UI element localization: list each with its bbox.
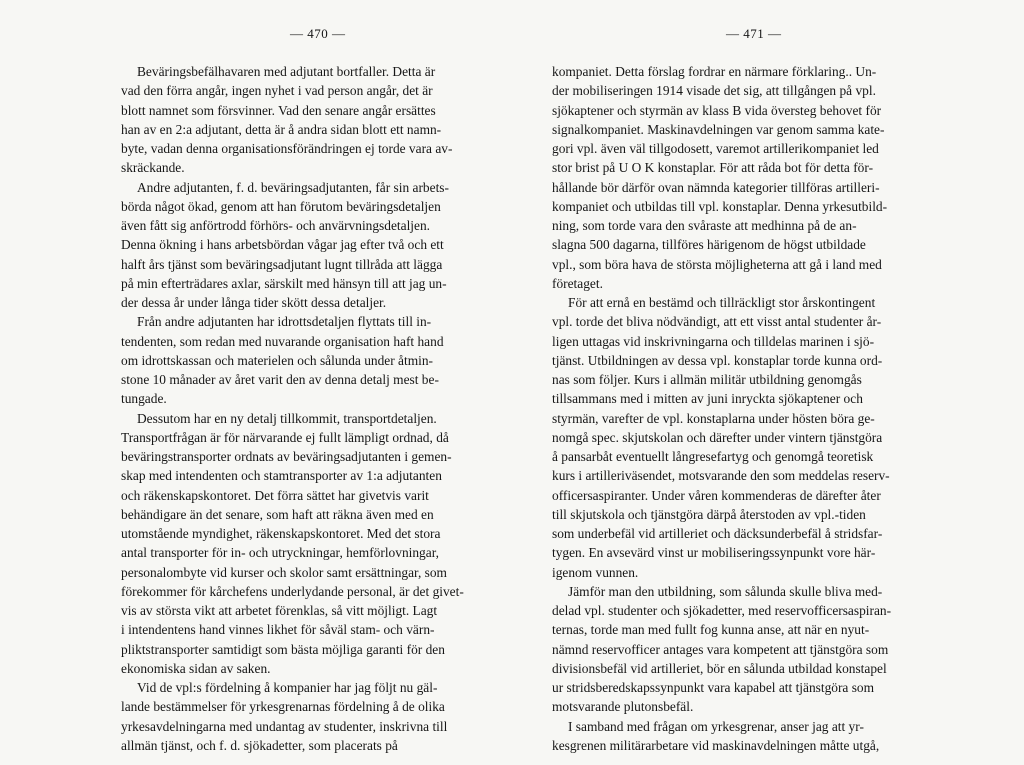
text-line: även fått sig anförtrodd förhörs- och anvärvningsdetaljen. (121, 218, 430, 233)
text-line: ur stridsberedskapssynpunkt vara kapabel att tjänstgöra som (552, 680, 875, 695)
text-line: behändigare än det senare, som haft att räkna även med en (121, 506, 434, 522)
text-line: der mobiliseringen 1914 visade det sig, att tillgången på vpl. (552, 83, 876, 99)
text-line: vis av största vikt att arbetet förenklas, så vitt möjligt. Lagt (121, 603, 438, 618)
text-line: personalombyte vid kurser och skolor samt ersättningar, som (121, 564, 447, 580)
text-line: på min efterträdares axlar, särskilt med hänsyn till att jag un- (121, 275, 447, 291)
text-line: å pansarbåt eventuellt långresefartyg och genomgå teoretisk (552, 449, 874, 464)
text-line: der dessa år under långa tider skött dessa detaljer. (121, 295, 387, 310)
text-line: gori vpl. även väl tillgodosett, varemot artillerikompaniet led (552, 141, 879, 156)
text-line: Denna ökning i hans arbetsbördan vågar jag efter två och ett (121, 237, 444, 253)
text-line: Transportfrågan är för närvarande ej fullt lämpligt ordnad, då (121, 429, 449, 445)
text-line: till skjutskola och tjänstgöra därpå återstoden av vpl.-tiden (552, 506, 866, 522)
text-line: tillsammans med i mitten av juni inryckta sjökaptener och (552, 391, 863, 407)
text-line: stor brist på U O K konstaplar. För att råda bot för detta för- (552, 160, 874, 176)
text-line: företaget. (552, 275, 603, 291)
text-line: styrmän, varefter de vpl. konstaplarna under hösten böra ge- (552, 410, 875, 426)
text-line: kurs i artilleriväsendet, motsvarande den som meddelas reserv- (552, 468, 890, 484)
text-line: kompaniet. Detta förslag fordrar en närmare förklaring.. Un- (552, 64, 877, 79)
text-line: motsvarande plutonsbefäl. (552, 699, 694, 715)
text-line: han av en 2:a adjutant, detta är å andra sidan blott ett namn- (121, 121, 442, 137)
text-line: kesgrenen militärarbetare vid maskinavdelningen måtte utgå, (552, 737, 880, 753)
text-line: tendenten, som redan med nuvarande organisation haft hand (121, 333, 444, 349)
text-line: officersaspiranter. Under våren kommenderas de därefter åter (552, 487, 881, 503)
text-line: nomgå spec. skjutskolan och därefter under vintern tjänstgöra (552, 429, 883, 445)
text-line: kompaniet och utbildas till vpl. konstaplar. Denna yrkesutbild- (552, 198, 888, 214)
text-line: allmän tjänst, och f. d. sjökadetter, som placerats på (121, 737, 398, 753)
text-line: skräckande. (121, 160, 185, 176)
text-line: divisionsbefäl vid artilleriet, bör en sålunda utbildad konstapel (552, 660, 887, 676)
text-line: ning, som torde vara den svåraste att medhinna på de an- (552, 218, 857, 233)
text-line: vad den förra angår, ingen nyhet i vad person angår, det är (121, 83, 433, 99)
right-page-text (552, 62, 957, 755)
text-line: ligen uttagas vid inskrivningarna och tilldelas marinen i sjö- (552, 333, 875, 349)
text-line: nämnd reservofficer antages vara kompetent att tjänstgöra som (552, 641, 889, 657)
text-line: beväringstransporter ordnats av beväringsadjutanten i gemen- (121, 449, 452, 464)
text-line: börda något ökad, genom att han förutom beväringsdetaljen (121, 198, 441, 214)
text-line: i intendentens hand vinnes likhet för såväl stam- och värn- (121, 622, 435, 638)
left-page-text (121, 62, 510, 755)
text-line: halft års tjänst som beväringsadjutant lugnt tillråda att lägga (121, 256, 443, 272)
right-page-number: — 471 — (726, 26, 782, 41)
text-line: signalkompaniet. Maskinavdelningen var genom samma kate- (552, 121, 885, 137)
text-line: I samband med frågan om yrkesgrenar, anser jag att yr- (568, 718, 864, 734)
text-line: blott namnet som försvinner. Vad den senare angår ersättes (121, 102, 436, 118)
text-line: tjänst. Utbildningen av dessa vpl. konstaplar torde kunna ord- (552, 352, 883, 368)
text-line: lande bestämmelser för yrkesgrenarnas fördelning å de olika (121, 699, 445, 715)
text-line: ternas, torde man med fullt fog kunna anse, att när en nyut- (552, 622, 870, 638)
text-line: ekonomiska sidan av saken. (121, 660, 271, 676)
text-line: Från andre adjutanten har idrottsdetaljen flyttats till in- (137, 314, 432, 330)
text-line: Vid de vpl:s fördelning å kompanier har jag följt nu gäl- (137, 680, 438, 695)
text-line: förekommer för kårchefens underlydande personal, är det givet- (121, 583, 464, 599)
text-line: vpl., som böra hava de största möjligheterna att gå i land med (552, 256, 882, 272)
text-line: pliktstransporter samtidigt som bästa möjliga garanti för den (121, 641, 445, 657)
text-line: nas som följer. Kurs i allmän militär utbildning genomgås (552, 372, 862, 387)
left-page-number: — 470 — (290, 26, 346, 41)
text-line: skap med intendenten och stamtransporter av 1:a adjutanten (121, 468, 442, 484)
text-line: vpl. torde det bliva nödvändigt, att ett visst antal studenter år- (552, 314, 882, 330)
text-line: delad vpl. studenter och sjökadetter, med reservofficersaspiran- (552, 603, 892, 618)
text-line: Andre adjutanten, f. d. beväringsadjutanten, får sin arbets- (137, 179, 449, 195)
text-line: som underbefäl vid artilleriet och däcksunderbefäl å stridsfar- (552, 526, 883, 541)
text-line: sjökaptener och styrmän av klass B vida översteg behovet för (552, 102, 882, 118)
text-line: hållande bör därför ovan nämnda kategorier tillföras artilleri- (552, 179, 880, 195)
text-line: antal transporter för in- och utryckningar, hemförlovningar, (121, 545, 439, 561)
text-line: tungade. (121, 391, 167, 407)
text-line: stone 10 månader av året varit den av denna detalj mest be- (121, 372, 439, 387)
text-line: För att ernå en bestämd och tillräckligt stor årskontingent (568, 295, 876, 310)
text-line: Jämför man den utbildning, som sålunda skulle bliva med- (568, 583, 883, 599)
text-line: tygen. En avsevärd vinst ur mobiliseringssynpunkt vore här- (552, 545, 876, 561)
text-line: yrkesavdelningarna med undantag av studenter, inskrivna till (121, 718, 448, 734)
text-line: slagna 500 dagarna, tillföres härigenom de högst utbildade (552, 237, 866, 253)
text-line: utomstående myndighet, räkenskapskontoret. Med det stora (121, 526, 441, 541)
text-line: och räkenskapskontoret. Det förra sättet har givetvis varit (121, 487, 429, 503)
text-line: Dessutom har en ny detalj tillkommit, transportdetaljen. (137, 410, 437, 426)
text-line: igenom vunnen. (552, 564, 639, 580)
text-line: Beväringsbefälhavaren med adjutant bortfaller. Detta är (137, 64, 436, 79)
text-line: om idrottskassan och materielen och sålunda under åtmin- (121, 352, 433, 368)
text-line: byte, vadan denna organisationsförändringen ej torde vara av- (121, 141, 453, 156)
